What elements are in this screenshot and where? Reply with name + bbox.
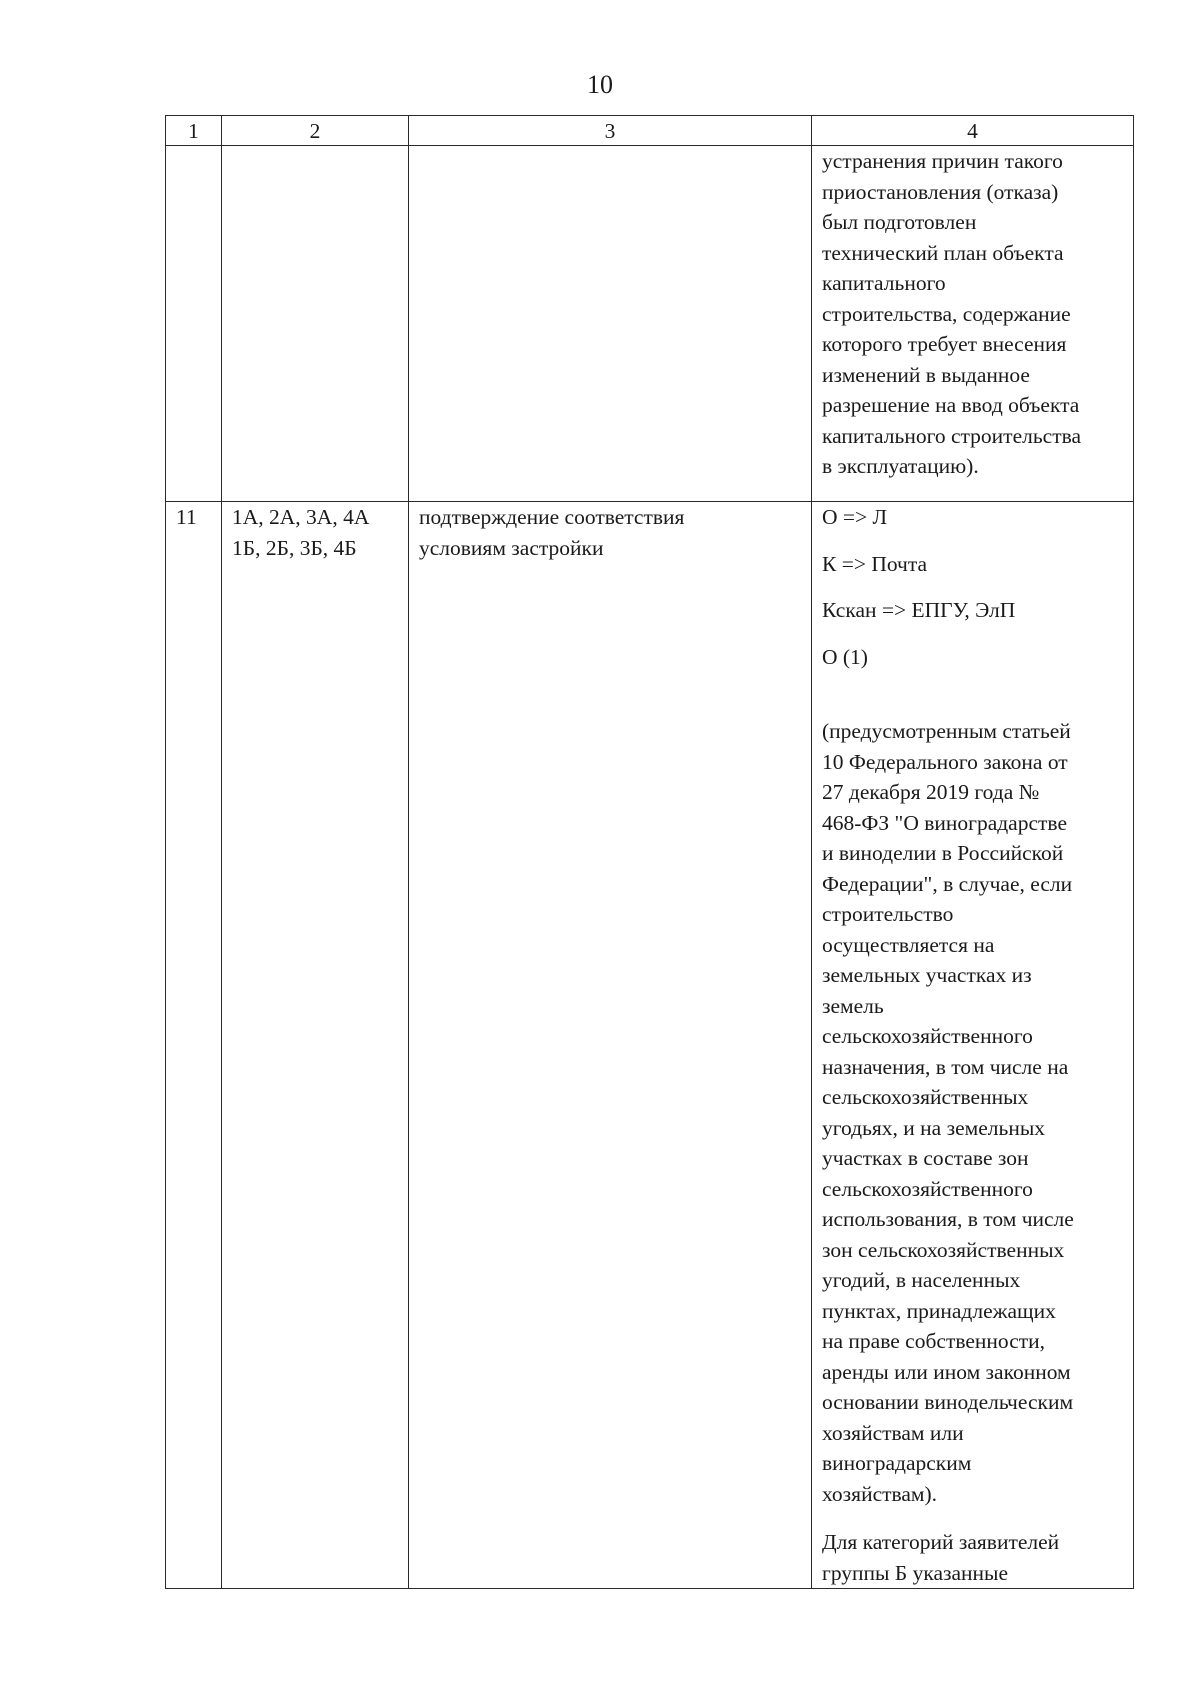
tail-line: группы Б указанные [822,1560,1009,1585]
method-line: О => Л [822,505,888,529]
method-line: Кскан => ЕПГУ, ЭлП [822,598,1016,622]
text-line: капитального строительства [822,423,1082,448]
table-row-continued [166,146,1134,502]
cell-document [409,502,812,1589]
note-line: зон сельскохозяйственных [822,1237,1065,1262]
note-line: аренды или ином законном [822,1359,1071,1384]
text-line: которого требует внесения [822,332,1067,356]
note-line: хозяйствам). [822,1481,938,1506]
note-line: 10 Федерального закона от [822,749,1068,774]
table-row-11 [166,502,1134,1589]
column-header-2: 2 [222,116,409,146]
cell-methods [812,146,1134,502]
note-line: строительство [822,902,954,926]
tail-line: Для категорий заявителей [822,1530,1060,1554]
column-header-4: 4 [812,116,1134,146]
text-line: строительства, содержание [822,301,1071,326]
tail-paragraph [822,1527,1123,1588]
text-line: разрешение на ввод объекта [822,393,1080,417]
method-line: К => Почта [822,551,928,576]
page-number: 10 [587,70,613,99]
note-line: земель [822,993,884,1018]
note-line: Федерации", в случае, если [822,871,1073,896]
note-line: угодий, в населенных [822,1268,1021,1292]
document-line: подтверждение соответствия [419,505,685,529]
table-header-row [166,116,1134,146]
text-line: устранения причин такого [822,149,1063,173]
note-line: пунктах, принадлежащих [822,1298,1056,1323]
note-line: участках в составе зон [822,1146,1029,1170]
category-line: 1Б, 2Б, 3Б, 4Б [232,535,357,560]
note-line: назначения, в том числе на [822,1054,1069,1079]
text-line: изменений в выданное [822,362,1030,387]
text-line: технический план объекта [822,240,1064,265]
cell-number: 11 [166,502,222,1589]
text-line: был подготовлен [822,210,977,234]
note-line: на праве собственности, [822,1329,1046,1353]
note-line: основании винодельческим [822,1390,1074,1414]
note-line: сельскохозяйственных [822,1085,1029,1109]
note-line: сельскохозяйственного [822,1176,1033,1201]
note-line: сельскохозяйственного [822,1024,1033,1048]
note-line: 27 декабря 2019 года № [822,780,1040,804]
text-line: приостановления (отказа) [822,179,1059,204]
column-header-3: 3 [409,116,812,146]
cell-document [409,146,812,502]
cell-methods [812,502,1134,1589]
text-line: капитального [822,271,946,295]
cell-number [166,146,222,502]
text-line: в эксплуатацию). [822,454,979,478]
requirements-table [165,115,1134,1589]
note-line: (предусмотренным статьей [822,719,1071,743]
column-header-1: 1 [166,116,222,146]
note-line: и виноделии в Российской [822,841,1064,865]
method-line: О (1) [822,644,868,669]
cell-categories [222,502,409,1589]
cell-categories [222,146,409,502]
document-line: условиям застройки [419,535,604,560]
category-line: 1А, 2А, 3А, 4А [232,505,370,529]
note-line: виноградарским [822,1451,972,1475]
note-line: использования, в том числе [822,1207,1074,1231]
note-line: 468-ФЗ "О виноградарстве [822,810,1067,835]
note-line: земельных участках из [822,963,1032,987]
note-line: угодьях, и на земельных [822,1115,1046,1140]
note-line: осуществляется на [822,932,995,957]
note-line: хозяйствам или [822,1420,964,1445]
note-paragraph [822,716,1123,1509]
